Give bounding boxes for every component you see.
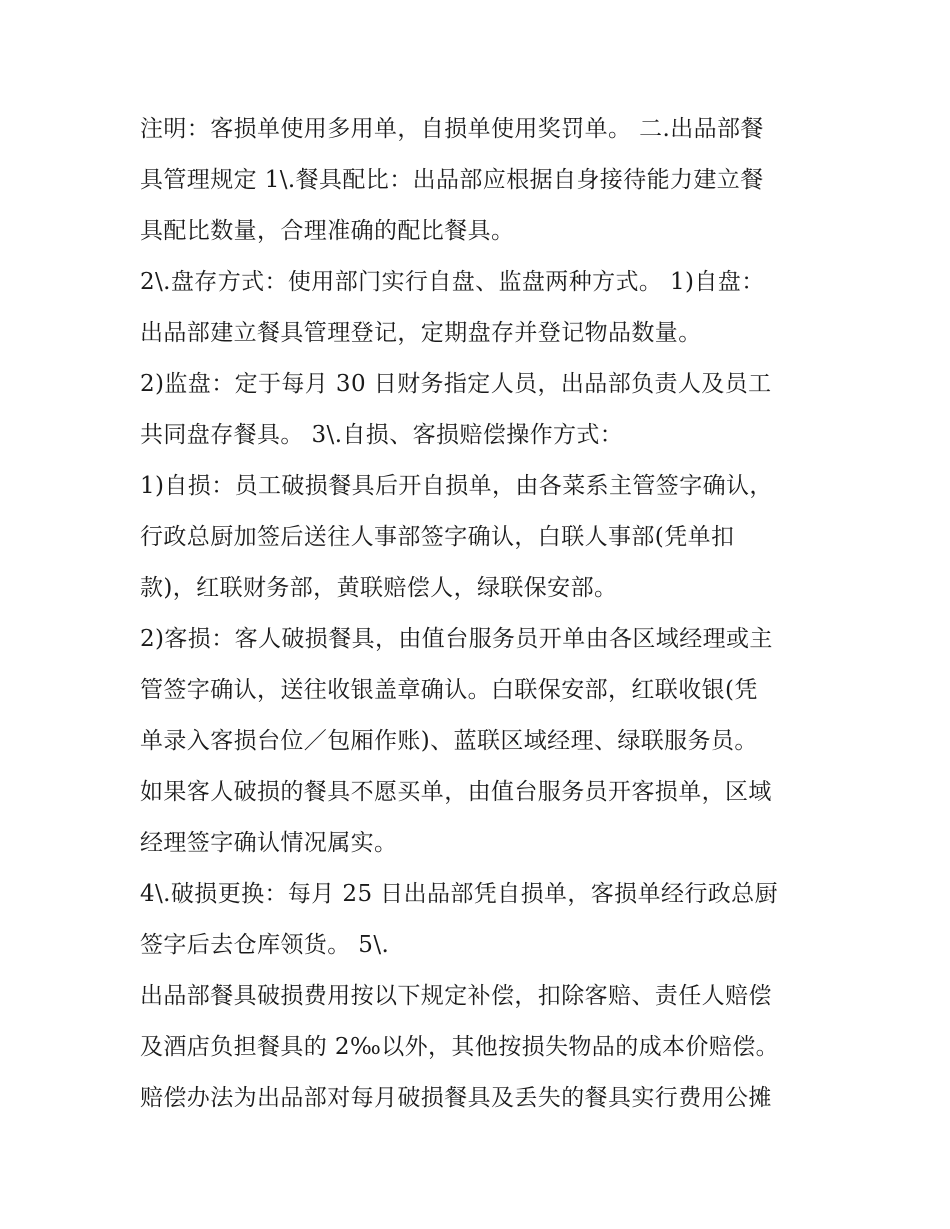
text-line: 1)自损：员工破损餐具后开自损单，由各菜系主管签字确认， — [140, 473, 773, 499]
text-line: 款)，红联财务部，黄联赔偿人，绿联保安部。 — [140, 575, 618, 601]
text-line: 4\.破损更换：每月 25 日出品部凭自损单，客损单经行政总厨 — [140, 881, 778, 907]
text-line: 注明：客损单使用多用单，自损单使用奖罚单。 二.出品部餐 — [140, 116, 764, 142]
document-body — [140, 104, 830, 1124]
text-line: 2)客损：客人破损餐具，由值台服务员开单由各区域经理或主 — [140, 626, 773, 652]
text-line: 具配比数量，合理准确的配比餐具。 — [140, 218, 515, 244]
text-line: 经理签字确认情况属实。 — [140, 830, 398, 856]
text-line: 出品部餐具破损费用按以下规定补偿，扣除客赔、责任人赔偿 — [140, 983, 772, 1009]
text-line: 赔偿办法为出品部对每月破损餐具及丢失的餐具实行费用公摊 — [140, 1085, 772, 1111]
text-line: 共同盘存餐具。 3\.自损、客损赔偿操作方式： — [140, 422, 624, 448]
text-line: 如果客人破损的餐具不愿买单，由值台服务员开客损单，区域 — [140, 779, 772, 805]
text-line: 2\.盘存方式：使用部门实行自盘、监盘两种方式。 1)自盘： — [140, 269, 765, 295]
text-line: 管签字确认，送往收银盖章确认。白联保安部，红联收银(凭 — [140, 677, 758, 703]
text-line: 及酒店负担餐具的 2‰以外，其他按损失物品的成本价赔偿。 — [140, 1034, 780, 1060]
text-line: 出品部建立餐具管理登记，定期盘存并登记物品数量。 — [140, 320, 702, 346]
text-line: 2)监盘：定于每月 30 日财务指定人员，出品部负责人及员工 — [140, 371, 772, 397]
text-line: 具管理规定 1\.餐具配比：出品部应根据自身接待能力建立餐 — [140, 167, 764, 193]
text-line: 签字后去仓库领货。 5\. — [140, 932, 390, 958]
text-line: 行政总厨加签后送往人事部签字确认，白联人事部(凭单扣 — [140, 524, 735, 550]
text-line: 单录入客损台位／包厢作账)、蓝联区域经理、绿联服务员。 — [140, 728, 758, 754]
